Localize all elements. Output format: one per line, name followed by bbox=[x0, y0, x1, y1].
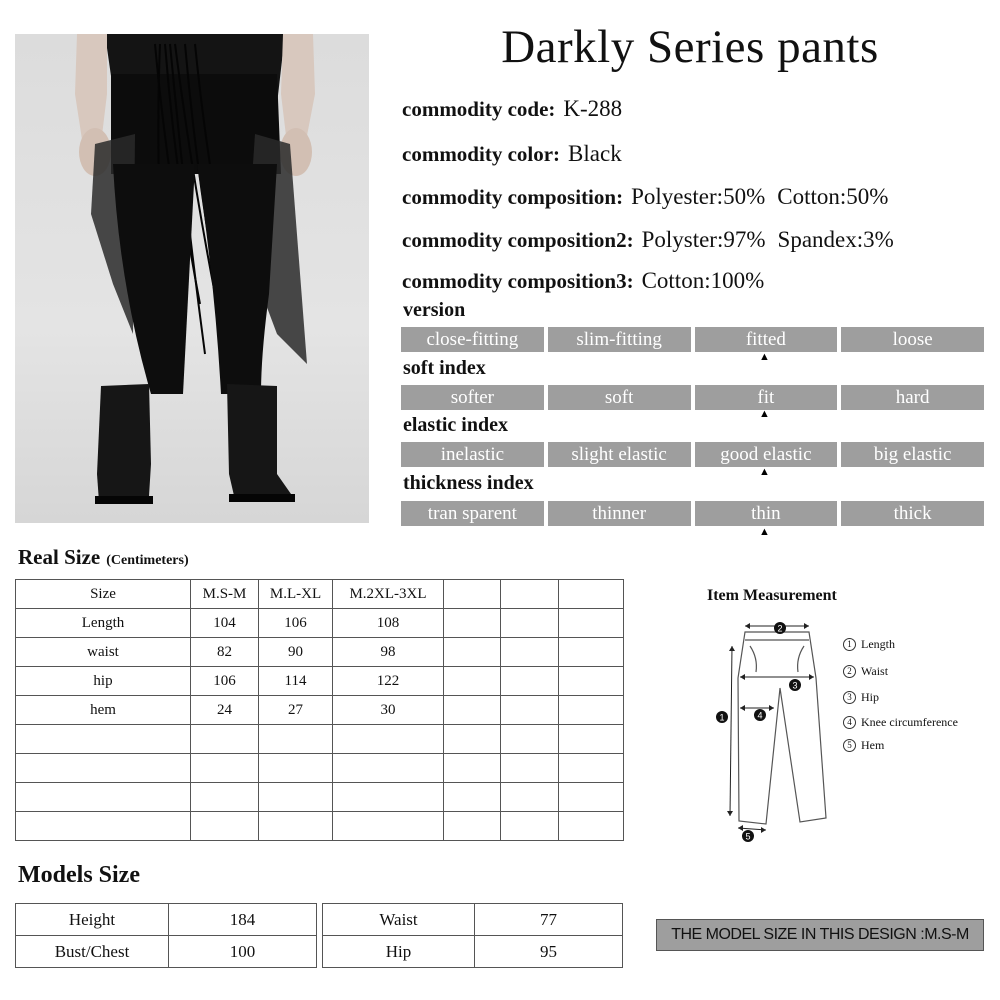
table-row bbox=[16, 904, 317, 936]
table-cell bbox=[559, 638, 624, 667]
legend-label: Waist bbox=[861, 664, 889, 678]
table-cell bbox=[259, 754, 333, 783]
table-row bbox=[16, 580, 624, 609]
thickness-index-option: thin bbox=[695, 501, 838, 526]
elastic-index-option: big elastic bbox=[841, 442, 984, 467]
elastic-index-scale bbox=[401, 442, 984, 467]
table-cell bbox=[501, 638, 559, 667]
table-header-cell bbox=[444, 580, 501, 609]
soft-index-option: soft bbox=[548, 385, 691, 410]
legend-label: Knee circumference bbox=[861, 715, 958, 729]
table-cell bbox=[559, 812, 624, 841]
table-cell bbox=[333, 812, 444, 841]
spec-color-value: Black bbox=[568, 141, 622, 166]
table-row bbox=[16, 638, 624, 667]
table-cell: Bust/Chest bbox=[16, 936, 169, 968]
legend-number: 2 bbox=[843, 665, 856, 678]
spec-composition2 bbox=[402, 227, 894, 253]
legend-knee bbox=[843, 715, 958, 730]
spec-code-label: commodity code: bbox=[402, 97, 556, 121]
thickness-index-selected-marker: ▲ bbox=[759, 526, 770, 538]
pants-photo-illustration bbox=[15, 34, 369, 523]
legend-number: 5 bbox=[843, 739, 856, 752]
table-cell bbox=[259, 725, 333, 754]
spec-color-label: commodity color: bbox=[402, 142, 561, 166]
table-cell bbox=[16, 812, 191, 841]
table-cell bbox=[333, 754, 444, 783]
table-row bbox=[16, 812, 624, 841]
spec-composition2-label: commodity composition2: bbox=[402, 228, 634, 252]
soft-index-option: softer bbox=[401, 385, 544, 410]
table-header-cell: M.L-XL bbox=[259, 580, 333, 609]
thickness-index-title: thickness index bbox=[403, 472, 534, 494]
spec-composition3-label: commodity composition3: bbox=[402, 269, 634, 293]
legend-waist bbox=[843, 664, 888, 679]
table-cell bbox=[444, 696, 501, 725]
spec-code-value: K-288 bbox=[563, 96, 623, 121]
table-cell bbox=[259, 783, 333, 812]
legend-hem bbox=[843, 738, 884, 753]
table-header-cell: Size bbox=[16, 580, 191, 609]
table-header-cell: M.S-M bbox=[191, 580, 259, 609]
version-option: close-fitting bbox=[401, 327, 544, 352]
table-cell bbox=[501, 696, 559, 725]
soft-index-option: fit bbox=[695, 385, 838, 410]
table-row bbox=[16, 725, 624, 754]
version-scale bbox=[401, 327, 984, 352]
table-cell bbox=[333, 725, 444, 754]
waist-marker-number: 2 bbox=[777, 623, 783, 634]
table-row bbox=[323, 936, 623, 968]
spec-composition bbox=[402, 184, 888, 210]
table-cell bbox=[501, 754, 559, 783]
table-cell bbox=[559, 783, 624, 812]
table-cell bbox=[501, 812, 559, 841]
table-cell: waist bbox=[16, 638, 191, 667]
legend-label: Hem bbox=[861, 738, 885, 752]
table-cell bbox=[501, 725, 559, 754]
models-size-table-right bbox=[322, 903, 623, 968]
table-cell bbox=[259, 812, 333, 841]
elastic-index-option: good elastic bbox=[695, 442, 838, 467]
table-cell bbox=[444, 754, 501, 783]
hem-marker-number: 5 bbox=[745, 831, 751, 842]
soft-index-selected-marker: ▲ bbox=[759, 408, 770, 420]
table-cell: Waist bbox=[323, 904, 475, 936]
table-cell bbox=[16, 783, 191, 812]
product-title: Darkly Series pants bbox=[501, 21, 879, 73]
elastic-index-option: inelastic bbox=[401, 442, 544, 467]
thickness-index-option: thick bbox=[841, 501, 984, 526]
table-cell: 122 bbox=[333, 667, 444, 696]
table-cell bbox=[333, 783, 444, 812]
version-option: slim-fitting bbox=[548, 327, 691, 352]
soft-index-scale bbox=[401, 385, 984, 410]
table-cell bbox=[191, 754, 259, 783]
table-row bbox=[16, 783, 624, 812]
table-cell bbox=[444, 812, 501, 841]
legend-length bbox=[843, 637, 895, 652]
model-size-note: THE MODEL SIZE IN THIS DESIGN :M.S-M bbox=[656, 919, 984, 951]
table-cell bbox=[501, 783, 559, 812]
table-cell: 90 bbox=[259, 638, 333, 667]
thickness-index-scale bbox=[401, 501, 984, 526]
thickness-index-option: tran sparent bbox=[401, 501, 544, 526]
table-cell: 104 bbox=[191, 609, 259, 638]
legend-number: 1 bbox=[843, 638, 856, 651]
legend-label: Hip bbox=[861, 690, 879, 704]
table-cell bbox=[501, 609, 559, 638]
table-cell bbox=[559, 754, 624, 783]
table-cell bbox=[501, 667, 559, 696]
product-photo bbox=[15, 34, 369, 523]
table-cell: hem bbox=[16, 696, 191, 725]
table-cell: Height bbox=[16, 904, 169, 936]
table-cell bbox=[444, 725, 501, 754]
version-option: loose bbox=[841, 327, 984, 352]
pants-outline bbox=[738, 632, 826, 824]
spec-composition3-value: Cotton:100% bbox=[641, 268, 765, 293]
table-cell bbox=[16, 754, 191, 783]
models-size-table-left bbox=[15, 903, 317, 968]
spec-color bbox=[402, 141, 622, 167]
version-title: version bbox=[403, 299, 466, 321]
real-size-unit: (Centimeters) bbox=[106, 553, 189, 568]
thickness-index-option: thinner bbox=[548, 501, 691, 526]
table-row bbox=[16, 696, 624, 725]
spec-composition-label: commodity composition: bbox=[402, 185, 624, 209]
table-cell: 100 bbox=[169, 936, 317, 968]
table-cell: 108 bbox=[333, 609, 444, 638]
table-cell: Length bbox=[16, 609, 191, 638]
soft-index-title: soft index bbox=[403, 357, 486, 379]
elastic-index-option: slight elastic bbox=[548, 442, 691, 467]
table-cell bbox=[191, 812, 259, 841]
table-cell bbox=[444, 783, 501, 812]
legend-number: 3 bbox=[843, 691, 856, 704]
table-cell bbox=[559, 725, 624, 754]
table-header-cell: M.2XL-3XL bbox=[333, 580, 444, 609]
table-cell: hip bbox=[16, 667, 191, 696]
table-row bbox=[16, 667, 624, 696]
knee-marker-number: 4 bbox=[757, 710, 763, 721]
table-cell bbox=[16, 725, 191, 754]
table-cell: 106 bbox=[259, 609, 333, 638]
spec-code bbox=[402, 96, 622, 122]
table-cell: Hip bbox=[323, 936, 475, 968]
table-cell bbox=[559, 609, 624, 638]
pants-measurement-diagram bbox=[712, 618, 842, 848]
table-row bbox=[16, 936, 317, 968]
legend-label: Length bbox=[861, 637, 895, 651]
spec-composition-value2: Cotton:50% bbox=[777, 184, 889, 209]
real-size-table bbox=[15, 579, 624, 841]
table-cell bbox=[191, 783, 259, 812]
table-header-cell bbox=[559, 580, 624, 609]
table-row bbox=[323, 904, 623, 936]
version-selected-marker: ▲ bbox=[759, 351, 770, 363]
table-row bbox=[16, 609, 624, 638]
table-cell bbox=[559, 667, 624, 696]
table-cell: 24 bbox=[191, 696, 259, 725]
item-measurement-title: Item Measurement bbox=[707, 587, 837, 604]
spec-composition3 bbox=[402, 268, 764, 294]
version-option: fitted bbox=[695, 327, 838, 352]
real-size-heading bbox=[18, 545, 189, 570]
table-row bbox=[16, 754, 624, 783]
soft-index-option: hard bbox=[841, 385, 984, 410]
elastic-index-title: elastic index bbox=[403, 414, 508, 436]
spec-composition-value: Polyester:50% bbox=[631, 184, 766, 209]
table-header-cell bbox=[501, 580, 559, 609]
table-cell: 98 bbox=[333, 638, 444, 667]
table-cell: 27 bbox=[259, 696, 333, 725]
table-cell: 95 bbox=[475, 936, 623, 968]
real-size-title: Real Size bbox=[18, 545, 101, 569]
elastic-index-selected-marker: ▲ bbox=[759, 466, 770, 478]
table-cell: 77 bbox=[475, 904, 623, 936]
table-cell: 82 bbox=[191, 638, 259, 667]
spec-composition2-value: Polyster:97% bbox=[641, 227, 766, 252]
table-cell: 106 bbox=[191, 667, 259, 696]
hip-marker-number: 3 bbox=[792, 680, 798, 691]
table-cell bbox=[444, 609, 501, 638]
models-size-title: Models Size bbox=[18, 862, 140, 888]
table-cell: 30 bbox=[333, 696, 444, 725]
table-cell: 184 bbox=[169, 904, 317, 936]
legend-hip bbox=[843, 690, 879, 705]
table-cell bbox=[444, 667, 501, 696]
spec-composition2-value2: Spandex:3% bbox=[777, 227, 894, 252]
table-cell bbox=[191, 725, 259, 754]
table-cell bbox=[559, 696, 624, 725]
table-cell bbox=[444, 638, 501, 667]
length-marker-number: 1 bbox=[719, 712, 725, 723]
legend-number: 4 bbox=[843, 716, 856, 729]
table-cell: 114 bbox=[259, 667, 333, 696]
